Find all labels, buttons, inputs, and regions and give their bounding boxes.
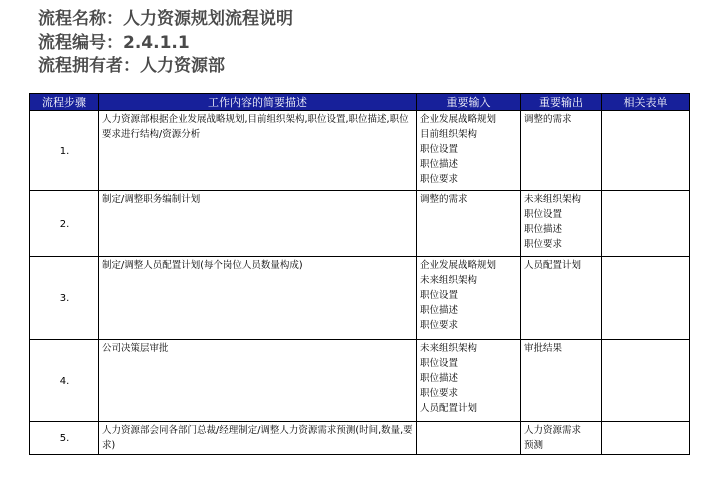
input-item: 未来组织架构 [420,343,478,354]
inputs-cell [417,340,521,422]
inputs-cell [417,422,521,455]
inputs-cell [417,191,521,257]
input-item: 职位描述 [420,305,459,316]
input-item: 人员配置计划 [420,403,478,414]
forms-cell [602,111,690,191]
output-item: 职位描述 [524,224,563,235]
input-item: 职位要求 [420,174,459,185]
forms-cell [602,191,690,257]
outputs-cell [521,111,602,191]
table-row [30,340,690,422]
input-item: 职位描述 [420,159,459,170]
outputs-cell [521,257,602,340]
output-item: 未来组织架构 [524,194,582,205]
input-item: 职位要求 [420,320,459,331]
forms-cell [602,422,690,455]
outputs-cell [521,422,602,455]
input-item: 未来组织架构 [420,275,478,286]
col-header-inputs: 重要输入 [417,94,521,111]
input-item: 职位描述 [420,373,459,384]
description-cell: 人力资源部会同各部门总裁/经理制定/调整人力资源需求预测(时间,数量,要求) [99,422,417,455]
input-item: 职位设置 [420,358,459,369]
step-cell: 2. [30,191,99,257]
output-item: 人力资源需求 [524,425,582,436]
table-row [30,111,690,191]
inputs-cell [417,111,521,191]
input-item: 职位要求 [420,388,459,399]
outputs-cell [521,191,602,257]
process-name: 流程名称：人力资源规划流程说明 [38,9,293,29]
process-owner: 流程拥有者：人力资源部 [38,56,225,76]
output-item: 人员配置计划 [524,260,582,271]
output-item: 调整的需求 [524,114,572,125]
document-header [38,8,293,79]
table-row [30,422,690,455]
step-cell: 1. [30,111,99,191]
description-cell: 制定/调整职务编制计划 [99,191,417,257]
table-header-row [30,94,690,111]
col-header-description: 工作内容的简要描述 [99,94,417,111]
process-table [29,93,690,455]
input-item: 目前组织架构 [420,129,478,140]
output-item: 职位设置 [524,209,563,220]
forms-cell [602,340,690,422]
description-cell: 人力资源部根据企业发展战略规划,目前组织架构,职位设置,职位描述,职位要求进行结构/资源分析 [99,111,417,191]
step-cell: 5. [30,422,99,455]
col-header-forms: 相关表单 [602,94,690,111]
forms-cell [602,257,690,340]
description-cell: 制定/调整人员配置计划(每个岗位人员数量构成) [99,257,417,340]
output-item: 预测 [524,440,544,451]
col-header-outputs: 重要输出 [521,94,602,111]
input-item: 企业发展战略规划 [420,114,497,125]
table-row [30,191,690,257]
table-row [30,257,690,340]
output-item: 审批结果 [524,343,563,354]
col-header-step: 流程步骤 [30,94,99,111]
step-cell: 4. [30,340,99,422]
input-item: 调整的需求 [420,194,468,205]
inputs-cell [417,257,521,340]
step-cell: 3. [30,257,99,340]
description-cell: 公司决策层审批 [99,340,417,422]
input-item: 企业发展战略规划 [420,260,497,271]
outputs-cell [521,340,602,422]
process-number: 流程编号：2.4.1.1 [38,32,190,53]
input-item: 职位设置 [420,144,459,155]
input-item: 职位设置 [420,290,459,301]
output-item: 职位要求 [524,239,563,250]
